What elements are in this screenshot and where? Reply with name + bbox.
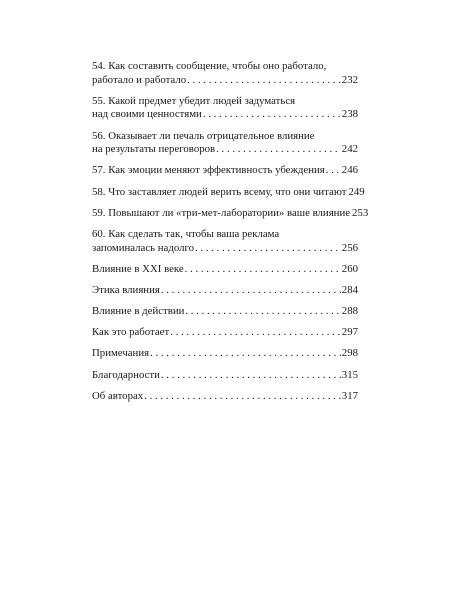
table-of-contents: [92, 60, 369, 411]
dot-leader: [185, 263, 341, 277]
toc-entry-title: 60. Как сделать так, чтобы ваша реклама: [92, 227, 280, 240]
toc-entry-title: Этика влияния: [92, 283, 160, 296]
toc-entry-title: 59. Повышают ли «три-мет-лаборатории» ваше влияние: [92, 206, 351, 219]
toc-entry-page-number: 288: [341, 305, 358, 318]
toc-entry-last-line: [92, 185, 365, 200]
dot-leader: [144, 390, 341, 404]
toc-entry-last-line: [92, 369, 358, 383]
toc-entry-page-number: 297: [341, 326, 358, 339]
toc-entry-title: 56. Оказывает ли печаль отрицательное влияние: [92, 129, 315, 142]
toc-entry[interactable]: [92, 369, 358, 383]
toc-entry[interactable]: [92, 390, 358, 404]
toc-entry-last-line: [92, 305, 358, 319]
toc-entry-last-line: [92, 108, 358, 122]
toc-entry-last-line: [92, 242, 358, 256]
toc-entry[interactable]: [92, 263, 358, 277]
toc-entry-title: Влияние в XXI веке: [92, 262, 184, 275]
toc-entry-title: работало и работало: [92, 73, 187, 86]
toc-entry[interactable]: [92, 284, 358, 298]
toc-entry-last-line: [92, 263, 358, 277]
toc-entry-page-number: 238: [341, 108, 358, 121]
toc-entry[interactable]: [92, 185, 365, 200]
toc-entry-line: [92, 228, 358, 242]
dot-leader: [195, 242, 341, 256]
toc-entry[interactable]: [92, 305, 358, 319]
toc-entry[interactable]: [92, 60, 358, 87]
toc-entry-title: 58. Что заставляет людей верить всему, что они читают: [92, 185, 347, 198]
dot-leader: [150, 347, 341, 361]
toc-entry-last-line: [92, 164, 358, 178]
toc-entry-page-number: 246: [341, 164, 358, 177]
toc-entry-last-line: [92, 74, 358, 88]
toc-entry[interactable]: [92, 164, 358, 178]
toc-entry-title: Примечания: [92, 347, 150, 360]
toc-entry-title: на результаты переговоров: [92, 143, 216, 156]
toc-entry-title: запоминалась надолго: [92, 241, 195, 254]
dot-leader: [187, 74, 341, 88]
toc-entry-last-line: [92, 206, 369, 221]
toc-entry[interactable]: [92, 206, 369, 221]
toc-entry-page-number: 284: [341, 283, 358, 296]
toc-entry-page-number: 242: [341, 143, 358, 156]
toc-entry-title: 57. Как эмоции меняют эффективность убеждения: [92, 164, 325, 177]
toc-entry-last-line: [92, 347, 358, 361]
toc-entry-title: Благодарности: [92, 368, 160, 381]
toc-entry-title: Как это работает: [92, 326, 170, 339]
toc-entry-line: [92, 130, 358, 144]
toc-entry-page-number: 249: [348, 185, 365, 198]
toc-entry-page-number: 256: [341, 241, 358, 254]
toc-entry-page-number: 253: [352, 206, 369, 219]
toc-entry-title: над своими ценностями: [92, 108, 202, 121]
dot-leader: [216, 143, 341, 157]
toc-entry[interactable]: [92, 347, 358, 361]
toc-entry-page-number: 260: [341, 262, 358, 275]
toc-entry-title: Об авторах: [92, 389, 144, 402]
toc-entry-page-number: 298: [341, 347, 358, 360]
dot-leader: [326, 164, 341, 178]
toc-entry-title: 55. Какой предмет убедит людей задуматься: [92, 94, 296, 107]
toc-entry[interactable]: [92, 130, 358, 157]
dot-leader: [185, 305, 340, 319]
toc-entry-line: [92, 60, 358, 74]
toc-entry-last-line: [92, 284, 358, 298]
toc-entry-last-line: [92, 390, 358, 404]
toc-entry-page-number: 315: [341, 368, 358, 381]
toc-entry-title: 54. Как составить сообщение, чтобы оно работало,: [92, 60, 327, 72]
toc-entry-last-line: [92, 326, 358, 340]
dot-leader: [203, 108, 341, 122]
toc-entry-last-line: [92, 143, 358, 157]
toc-entry-title: Влияние в действии: [92, 305, 185, 318]
toc-entry-line: [92, 95, 358, 109]
toc-entry[interactable]: [92, 228, 358, 255]
toc-entry-page-number: 232: [341, 73, 358, 86]
toc-entry[interactable]: [92, 326, 358, 340]
dot-leader: [161, 369, 341, 383]
toc-entry-page-number: 317: [341, 389, 358, 402]
dot-leader: [170, 326, 341, 340]
toc-entry[interactable]: [92, 95, 358, 122]
dot-leader: [161, 284, 341, 298]
